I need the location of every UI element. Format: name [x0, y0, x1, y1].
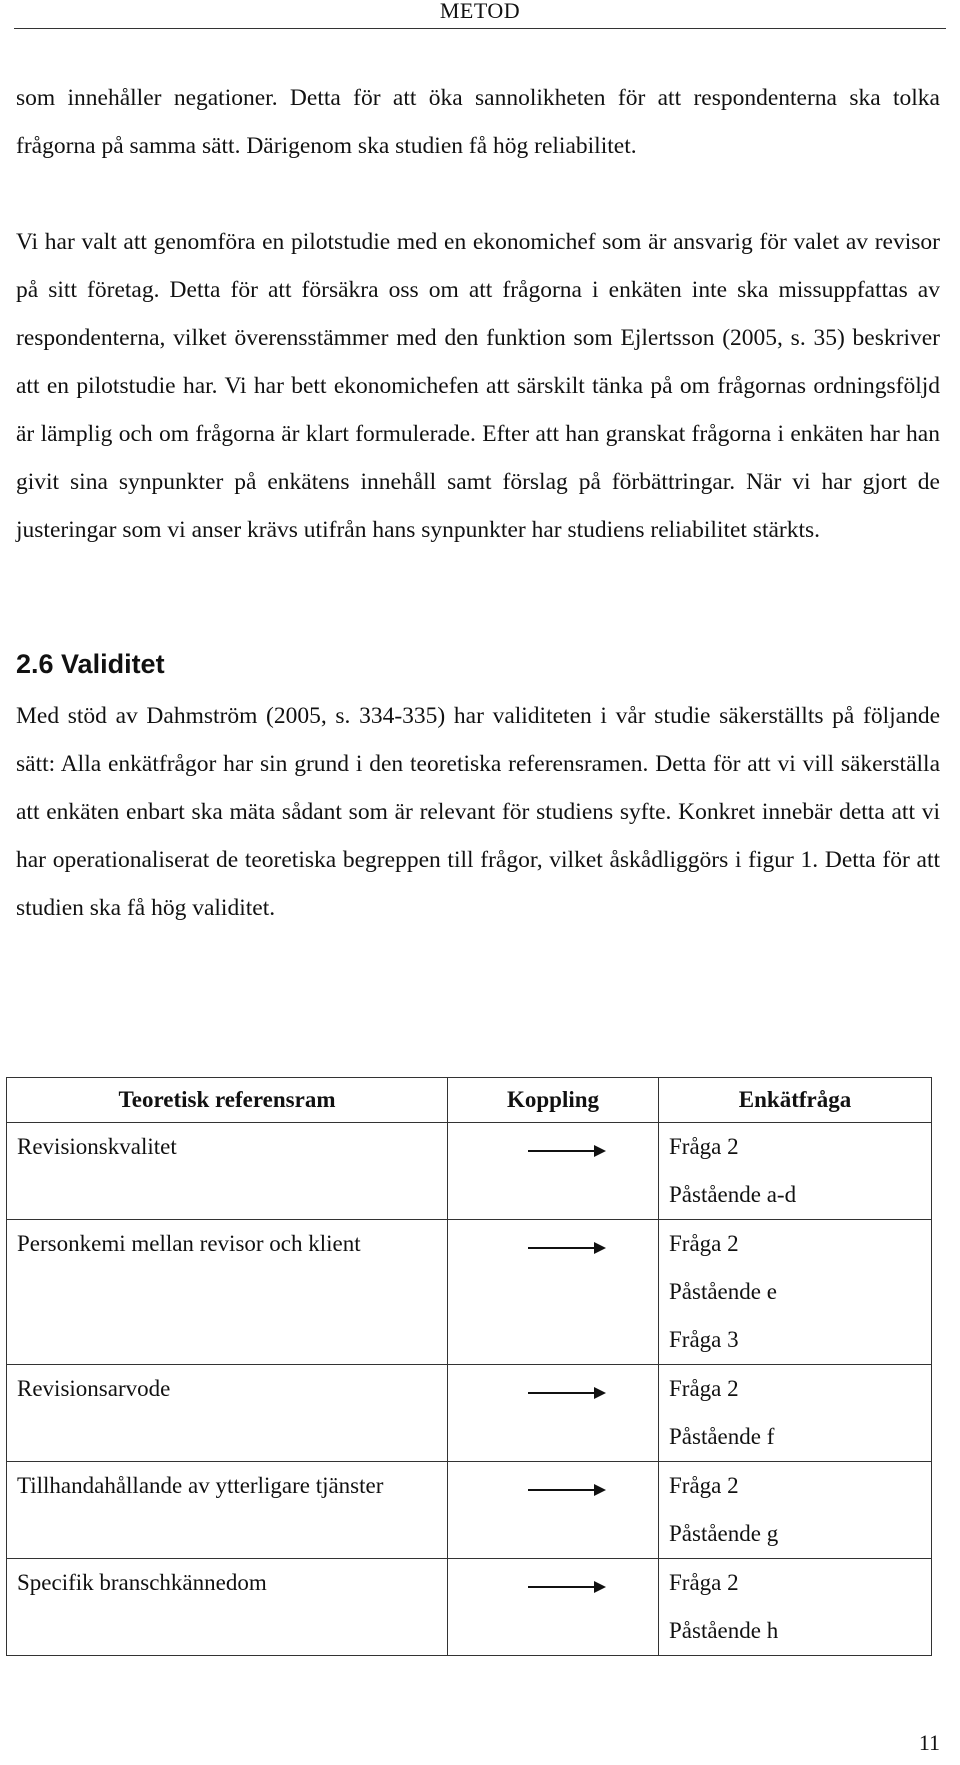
- table-row: [7, 1220, 932, 1365]
- section-heading: 2.6 Validitet: [16, 649, 165, 679]
- question-line: Fråga 3: [669, 1327, 739, 1352]
- arrow-right-icon: [528, 1240, 608, 1256]
- operationalization-table: [6, 1077, 932, 1656]
- table-row: [7, 1559, 932, 1656]
- link-cell: [448, 1365, 659, 1462]
- table-body: [7, 1123, 932, 1656]
- question-line: Fråga 2: [669, 1376, 739, 1401]
- arrow-right-icon: [528, 1143, 608, 1159]
- arrow-right-icon: [528, 1482, 608, 1498]
- question-cell: [659, 1123, 932, 1220]
- table-row: [7, 1462, 932, 1559]
- page-number: 11: [918, 1730, 940, 1755]
- paragraph-intro: som innehåller negationer. Detta för att öka sannolikheten för att respondenterna ska tolka frågorna på samma sätt. Därigenom ska studien få hög reliabilitet.: [16, 85, 940, 159]
- arrow-right-icon: [528, 1579, 608, 1595]
- theory-cell: Specifik branschkännedom: [7, 1559, 448, 1656]
- question-line: Påstående a-d: [669, 1182, 797, 1207]
- question-line: Fråga 2: [669, 1570, 739, 1595]
- paragraph-pilot-study: Vi har valt att genomföra en pilotstudie med en ekonomichef som är ansvarig för valet av revisor på sitt företag. Detta för att försäkra oss om att frågorna i enkäten inte ska missuppfattas av respondenterna, vilket överensstämmer med den funktion som Ejlertsson (2005, s. 35) beskriver att en pilotstudie har. Vi har bett ekonomichefen att särskilt tänka på om frågornas ordningsföljd är lämplig och om frågorna är klart formulerade. Efter att han granskat frågorna i enkäten har han givit sina synpunkter på enkätens innehåll samt förslag på förbättringar. När vi har gjort de justeringar som vi anser krävs utifrån hans synpunkter har studiens reliabilitet stärkts.: [16, 229, 940, 543]
- link-cell: [448, 1220, 659, 1365]
- question-cell: [659, 1220, 932, 1365]
- theory-cell: Personkemi mellan revisor och klient: [7, 1220, 448, 1365]
- paragraph-gap: [16, 170, 940, 218]
- question-line: Fråga 2: [669, 1231, 739, 1256]
- question-cell: [659, 1462, 932, 1559]
- header-theory: Teoretisk referensram: [7, 1078, 448, 1123]
- question-cell: [659, 1559, 932, 1656]
- question-line: Fråga 2: [669, 1473, 739, 1498]
- theory-cell: Tillhandahållande av ytterligare tjänster: [7, 1462, 448, 1559]
- paragraph-validity: Med stöd av Dahmström (2005, s. 334-335) har validiteten i vår studie säkerställts på följande sätt: Alla enkätfrågor har sin grund i den teoretiska referensramen. Detta för att vi vill säkerställa att enkäten enbart ska mäta sådant som är relevant för studiens syfte. Konkret innebär detta att vi har operationaliserat de teoretiska begreppen till frågor, vilket åskådliggörs i figur 1. Detta för att studien ska få hög validitet.: [16, 703, 940, 921]
- link-cell: [448, 1123, 659, 1220]
- theory-cell: Revisionsarvode: [7, 1365, 448, 1462]
- question-line: Påstående e: [669, 1279, 777, 1304]
- running-header: METOD: [439, 0, 521, 23]
- table-header-row: [7, 1078, 932, 1123]
- question-line: Påstående h: [669, 1618, 779, 1643]
- question-cell: [659, 1365, 932, 1462]
- link-cell: [448, 1462, 659, 1559]
- header-rule: [14, 28, 946, 29]
- question-line: Fråga 2: [669, 1134, 739, 1159]
- table-row: [7, 1123, 932, 1220]
- question-line: Påstående g: [669, 1521, 779, 1546]
- header-question: Enkätfråga: [659, 1078, 932, 1123]
- header-link: Koppling: [448, 1078, 659, 1123]
- question-line: Påstående f: [669, 1424, 775, 1449]
- link-cell: [448, 1559, 659, 1656]
- theory-cell: Revisionskvalitet: [7, 1123, 448, 1220]
- arrow-right-icon: [528, 1385, 608, 1401]
- page-content: [16, 74, 940, 932]
- table-row: [7, 1365, 932, 1462]
